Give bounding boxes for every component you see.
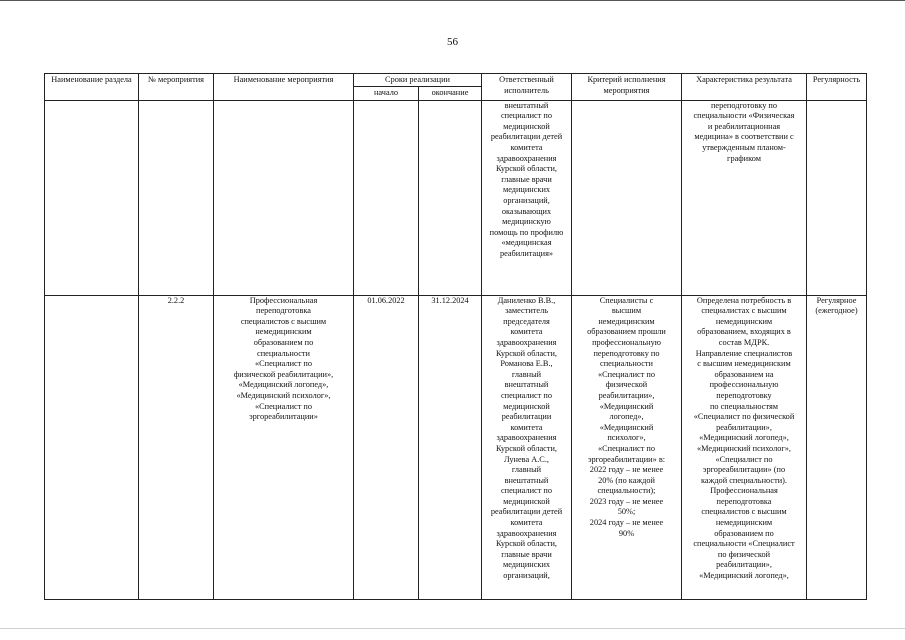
cell-section xyxy=(45,295,139,599)
cell-end: 31.12.2024 xyxy=(419,295,482,599)
header-timeline: Сроки реализации xyxy=(354,74,482,87)
cell-regularity xyxy=(807,100,867,295)
scan-edge-bottom xyxy=(0,628,905,629)
header-criterion: Критерий исполнения мероприятия xyxy=(572,74,682,101)
header-start: начало xyxy=(354,86,419,100)
header-end: окончание xyxy=(419,86,482,100)
table-row xyxy=(45,100,867,295)
table-row xyxy=(45,295,867,599)
action-plan-table xyxy=(44,73,867,600)
header-event-name: Наименование мероприятия xyxy=(214,74,354,101)
cell-criterion xyxy=(572,100,682,295)
header-responsible: Ответственный исполнитель xyxy=(482,74,572,101)
header-regularity: Регулярность xyxy=(807,74,867,101)
cell-criterion: Специалисты с высшим немедицинским образованием прошли профессиональную переподготовку по специальности «Специалист по физической реабилитации», «Медицинский логопед», «Медицинский психолог», «Специалист по эргореабилитации» в: 2022 году – не менее 20% (по каждой специальности); 2023 году – не менее 50%; 2024 году – не менее 90% xyxy=(572,295,682,599)
scan-edge-top xyxy=(0,0,905,1)
cell-regularity: Регулярное (ежегодное) xyxy=(807,295,867,599)
cell-result: Определена потребность в специалистах с высшим немедицинским образованием, входящих в состав МДРК. Направление специалистов с высшим немедицинским образованием на профессиональную переподготовку по специальностям «Специалист по физической реабилитации», «Медицинский логопед», «Медицинский психолог», «Специалист по эргореабилитации» (по каждой специальности). Профессиональная переподготовка специалистов с высшим немедицинским образованием по специальности «Специалист по физической реабилитации», «Медицинский логопед», xyxy=(682,295,807,599)
cell-number xyxy=(139,100,214,295)
header-event-number: № мероприятия xyxy=(139,74,214,101)
header-section-name: Наименование раздела xyxy=(45,74,139,101)
cell-name: Профессиональная переподготовка специалистов с высшим немедицинским образованием по специальности «Специалист по физической реабилитации», «Медицинский логопед», «Медицинский психолог», «Специалист по эргореабилитации» xyxy=(214,295,354,599)
page-number: 56 xyxy=(447,36,458,48)
cell-result: переподготовку по специальности «Физическая и реабилитационная медицина» в соответствии с утвержденным планом- графиком xyxy=(682,100,807,295)
header-result: Характеристика результата xyxy=(682,74,807,101)
cell-responsible: Даниленко В.В., заместитель председателя комитета здравоохранения Курской области, Романова Е.В., главный внештатный специалист по медицинской реабилитации комитета здравоохранения Курской области, Лунева А.С., главный внештатный специалист по медицинской реабилитации детей комитета здравоохранения Курской области, главные врачи медицинских организаций, xyxy=(482,295,572,599)
cell-responsible: внештатный специалист по медицинской реабилитации детей комитета здравоохранения Курской области, главные врачи медицинских организаций, оказывающих медицинскую помощь по профилю «медицинская реабилитация» xyxy=(482,100,572,295)
cell-start xyxy=(354,100,419,295)
cell-name xyxy=(214,100,354,295)
cell-start: 01.06.2022 xyxy=(354,295,419,599)
cell-end xyxy=(419,100,482,295)
cell-number: 2.2.2 xyxy=(139,295,214,599)
cell-section xyxy=(45,100,139,295)
